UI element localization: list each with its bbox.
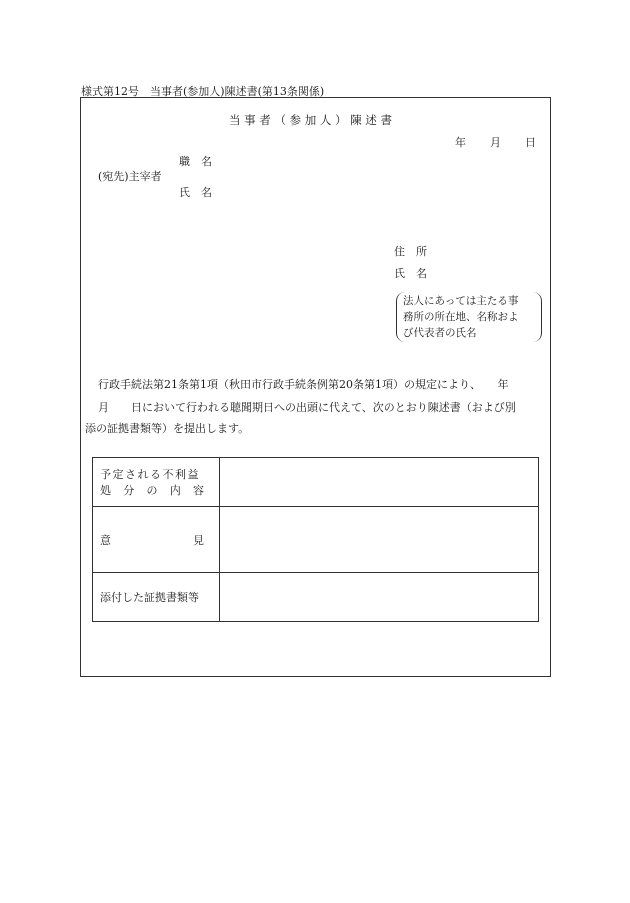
date-month: 月 [490,136,501,149]
corporate-note-line: 法人にあっては主たる事 [403,295,519,307]
table-row [93,573,539,622]
addressee-name-label: 氏 名 [179,186,212,199]
applicant-name-label: 氏 名 [394,267,427,280]
disposition-content-cell[interactable] [220,458,539,507]
table-row [93,507,539,573]
corporate-note-line: び代表者の氏名 [403,327,477,339]
addressee-position-label: 職 名 [179,155,212,168]
body-text-line: 添の証拠書類等）を提出します。 [85,422,250,435]
table-row [93,458,539,507]
addressee-label: (宛先)主宰者 [98,170,162,183]
opinion-label-cell [93,507,220,573]
body-text-line: 行政手続法第21条第1項（秋田市行政手続条例第20条第1項）の規定により、 年 [98,378,509,391]
applicant-address-label: 住 所 [394,245,427,258]
attachments-label: 添付した証拠書類等 [100,591,199,604]
date-day: 日 [525,136,536,149]
disposition-label-line1: 予定される不利益 [100,468,200,481]
body-text-line: 月 日において行われる聴聞期日への出頭に代えて、次のとおり陳述書（および別 [98,401,516,414]
corporate-note-line: 務所の所在地、名称およ [403,311,519,323]
opinion-content-cell[interactable] [220,507,539,573]
form-header: 様式第12号 当事者(参加人)陳述書(第13条関係) [81,85,325,98]
corporate-note-bracket [396,292,542,342]
opinion-label: 意 見 [100,533,204,547]
statement-table [92,457,539,622]
attachments-label-cell [93,573,220,622]
date-year: 年 [455,136,466,149]
attachments-content-cell[interactable] [220,573,539,622]
document-title: 当 事 者 （ 参 加 人 ） 陳 述 書 [229,113,393,127]
disposition-label-cell [93,458,220,507]
disposition-label-line2: 処 分 の 内 容 [100,484,204,497]
